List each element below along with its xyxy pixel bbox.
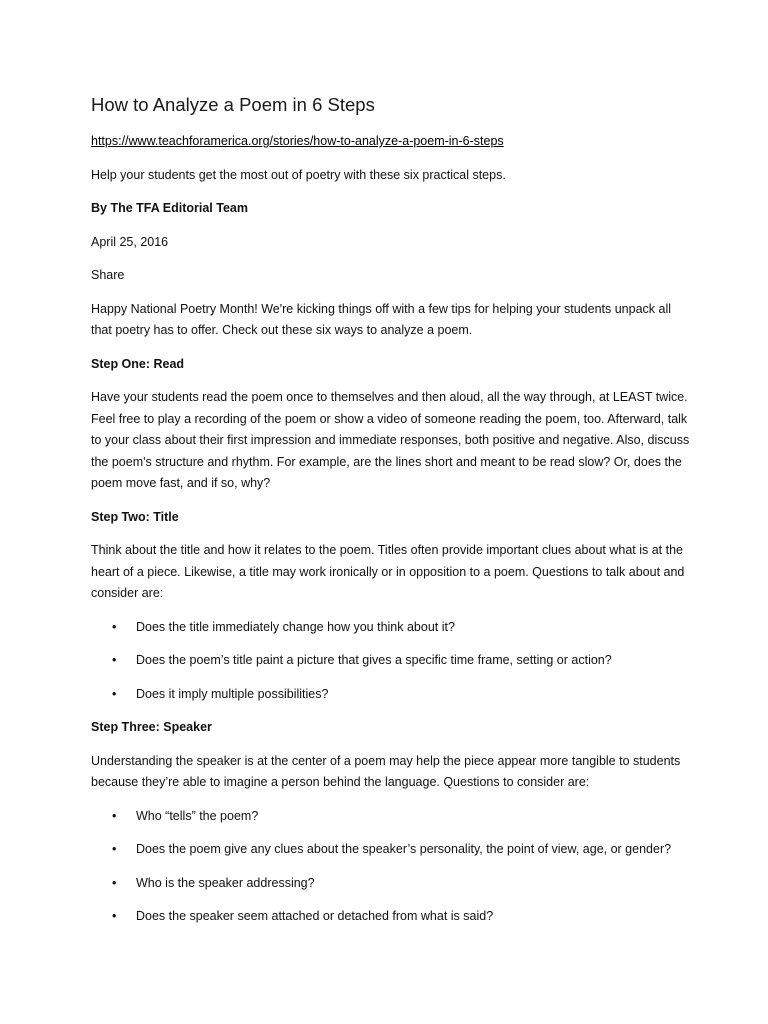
step-three-heading: Step Three: Speaker bbox=[91, 720, 212, 734]
step-one-heading: Step One: Read bbox=[91, 356, 185, 371]
list-item: • Who is the speaker addressing? bbox=[91, 873, 691, 895]
step-one-body: Have your students read the poem once to themselves and then aloud, all the way through, at LEAST twice. Feel free to play a recording of the poem or show a video of someone reading the poem, too. Afterward, talk to your class about their first impression and immediate responses, both positive and negative. Also, discuss the poem's structure and rhythm. For example, are the lines short and meant to be read slow? Or, does the poem move fast, and if so, why? bbox=[91, 390, 690, 490]
list-item: • Does the speaker seem attached or detached from what is said? bbox=[91, 906, 691, 928]
list-item: • Does the poem’s title paint a picture that gives a specific time frame, setting or action? bbox=[91, 650, 691, 672]
source-url-link[interactable]: https://www.teachforamerica.org/stories/how-to-analyze-a-poem-in-6-steps bbox=[91, 134, 504, 148]
byline: By The TFA Editorial Team bbox=[91, 201, 248, 215]
step-three-bullet-list bbox=[91, 806, 691, 928]
share-link[interactable]: Share bbox=[91, 268, 125, 282]
list-item: • Does it imply multiple possibilities? bbox=[91, 684, 691, 706]
list-item: • Who “tells” the poem? bbox=[91, 806, 691, 828]
list-item: • Does the poem give any clues about the speaker’s personality, the point of view, age, or gender? bbox=[91, 839, 691, 861]
date: April 25, 2016 bbox=[91, 234, 169, 249]
step-three-body: Understanding the speaker is at the center of a poem may help the piece appear more tangible to students because they’re able to imagine a person behind the language. Questions to consider are: bbox=[91, 753, 681, 789]
step-two-heading: Step Two: Title bbox=[91, 509, 179, 524]
step-two-bullet-list bbox=[91, 617, 691, 706]
list-item: • Does the title immediately change how you think about it? bbox=[91, 617, 691, 639]
document-content bbox=[91, 92, 691, 940]
page-title: How to Analyze a Poem in 6 Steps bbox=[91, 94, 375, 115]
subtitle: Help your students get the most out of poetry with these six practical steps. bbox=[91, 167, 506, 182]
intro-paragraph: Happy National Poetry Month! We're kicking things off with a few tips for helping your students unpack all that poetry has to offer. Check out these six ways to analyze a poem. bbox=[91, 301, 672, 337]
step-two-body: Think about the title and how it relates to the poem. Titles often provide important clues about what is at the heart of a piece. Likewise, a title may work ironically or in opposition to a poem. Questions to talk about and consider are: bbox=[91, 543, 685, 600]
